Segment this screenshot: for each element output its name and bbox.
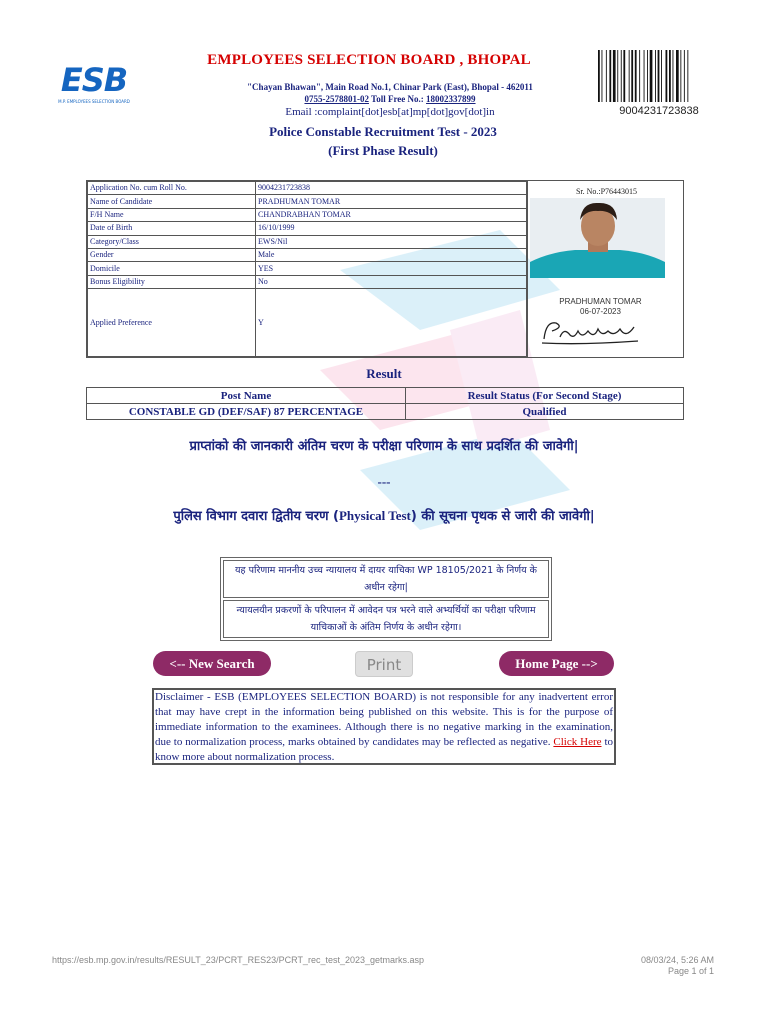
- phone-line: [150, 94, 630, 104]
- candidate-row: [88, 222, 527, 235]
- phase-title: (First Phase Result): [328, 143, 438, 158]
- candidate-row: [88, 235, 527, 248]
- barcode-bar: [684, 50, 685, 102]
- field-label: Application No. cum Roll No.: [88, 182, 256, 195]
- barcode-bar: [621, 50, 622, 102]
- barcode: [598, 50, 720, 102]
- field-value: EWS/Nil: [256, 235, 527, 248]
- candidate-row: [88, 262, 527, 275]
- field-label: Bonus Eligibility: [88, 275, 256, 288]
- field-label: Category/Class: [88, 235, 256, 248]
- candidate-box: [86, 180, 684, 358]
- barcode-bar: [631, 50, 633, 102]
- barcode-bar: [609, 50, 611, 102]
- post-name: CONSTABLE GD (DEF/SAF) 87 PERCENTAGE: [87, 404, 406, 420]
- barcode-bar: [680, 50, 681, 102]
- barcode-bar: [598, 50, 600, 102]
- footer-url: https://esb.mp.gov.in/results/RESULT_23/PCRT_RES23/PCRT_rec_test_2023_getmarks.asp: [52, 955, 425, 965]
- barcode-bar: [673, 50, 674, 102]
- barcode-bar: [666, 50, 668, 102]
- field-label: Date of Birth: [88, 222, 256, 235]
- candidate-table: [87, 181, 527, 357]
- barcode-bar: [687, 50, 688, 102]
- footer-page-number: Page 1 of 1: [667, 966, 714, 976]
- field-label: Domicile: [88, 262, 256, 275]
- print-button[interactable]: Print: [355, 651, 413, 677]
- result-heading: Result: [366, 366, 402, 381]
- candidate-row: [88, 195, 527, 208]
- candidate-row: [88, 275, 527, 288]
- signature: [534, 315, 646, 349]
- barcode-bar: [661, 50, 662, 102]
- esb-logo: ESB M.P. EMPLOYEES SELECTION BOARD: [58, 61, 130, 104]
- notice-petition: न्यायलयीन प्रकरणों के परिपालन में आवेदन पत्र भरने वाले अभ्यर्थियों का परीक्षा परिणाम याचिकाओं के अंतिम निर्णय के अधीन रहेगा।: [223, 600, 549, 638]
- result-header-row: [87, 388, 684, 404]
- separator: ---: [377, 474, 391, 489]
- post-name-header: Post Name: [87, 388, 406, 404]
- field-label: Gender: [88, 248, 256, 261]
- photo-box: [527, 181, 684, 357]
- barcode-bar: [655, 50, 656, 102]
- field-label: Applied Preference: [88, 289, 256, 357]
- result-status-header: Result Status (For Second Stage): [406, 388, 684, 404]
- email: Email :complaint[dot]esb[at]mp[dot]gov[dot]in: [285, 106, 495, 118]
- board-title: EMPLOYEES SELECTION BOARD , BHOPAL: [207, 52, 531, 68]
- candidate-row: [88, 208, 527, 221]
- field-label: F/H Name: [88, 208, 256, 221]
- barcode-bar: [669, 50, 671, 102]
- field-value: PRADHUMAN TOMAR: [256, 195, 527, 208]
- court-notice: [220, 557, 552, 641]
- new-search-button[interactable]: <-- New Search: [153, 651, 271, 676]
- field-value: CHANDRABHAN TOMAR: [256, 208, 527, 221]
- barcode-bar: [629, 50, 630, 102]
- serial-number: Sr. No.:P76443015: [575, 187, 638, 196]
- barcode-bar: [606, 50, 607, 102]
- marks-note: प्राप्तांको की जानकारी अंतिम चरण के परीक्षा परिणाम के साथ प्रदर्शित की जावेगी|: [189, 439, 579, 454]
- candidate-row: [88, 248, 527, 261]
- footer-datetime: 08/03/24, 5:26 AM: [640, 955, 714, 965]
- field-label: Name of Candidate: [88, 195, 256, 208]
- candidate-row: [88, 289, 527, 357]
- physical-test-note: पुलिस विभाग दवारा द्वितीय चरण (Physical Test) की सूचना पृथक से जारी की जावेगी|: [173, 508, 595, 524]
- disclaimer: Disclaimer - ESB (EMPLOYEES SELECTION BOARD) is not responsible for any inadvertent error that may have crept in the information being published on this website. This is for the purpose of immediate information to the examinees. Although there is no negative marking in the examination, due to normalization process, marks obtained by candidates may be reflected as negative. Click Here to know more about normalization process.: [152, 688, 616, 765]
- field-value: Male: [256, 248, 527, 261]
- barcode-bar: [635, 50, 637, 102]
- address: "Chayan Bhawan", Main Road No.1, Chinar Park (East), Bhopal - 462011: [247, 82, 533, 92]
- barcode-bar: [658, 50, 660, 102]
- barcode-bar: [676, 50, 679, 102]
- test-title: Police Constable Recruitment Test - 2023: [269, 124, 497, 139]
- barcode-bar: [647, 50, 648, 102]
- result-row: [87, 404, 684, 420]
- barcode-bar: [644, 50, 645, 102]
- field-value: Y: [256, 289, 527, 357]
- field-value: No: [256, 275, 527, 288]
- result-table: [86, 387, 684, 420]
- toll-free-link[interactable]: 18002337899: [426, 94, 476, 104]
- result-status: Qualified: [406, 404, 684, 420]
- field-value: 9004231723838: [256, 182, 527, 195]
- field-value: YES: [256, 262, 527, 275]
- barcode-bar: [639, 50, 640, 102]
- barcode-bar: [650, 50, 653, 102]
- phone-link[interactable]: 0755-2578801-02: [304, 94, 369, 104]
- normalization-link[interactable]: Click Here: [553, 736, 602, 748]
- home-page-button[interactable]: Home Page -->: [499, 651, 614, 676]
- notice-court-order: यह परिणाम माननीय उच्च न्यायालय में दायर याचिका WP 18105/2021 के निर्णय के अधीन रहेगा|: [223, 560, 549, 598]
- barcode-bar: [617, 50, 618, 102]
- barcode-bar: [623, 50, 625, 102]
- toll-free-label: Toll Free No.:: [371, 94, 424, 104]
- candidate-row: [88, 182, 527, 195]
- field-value: 16/10/1999: [256, 222, 527, 235]
- barcode-number: 9004231723838: [619, 105, 699, 117]
- barcode-bar: [602, 50, 603, 102]
- photo-date: 06-07-2023: [580, 307, 621, 316]
- barcode-bar: [613, 50, 616, 102]
- photo-name: PRADHUMAN TOMAR: [559, 297, 642, 306]
- candidate-photo: [530, 198, 665, 278]
